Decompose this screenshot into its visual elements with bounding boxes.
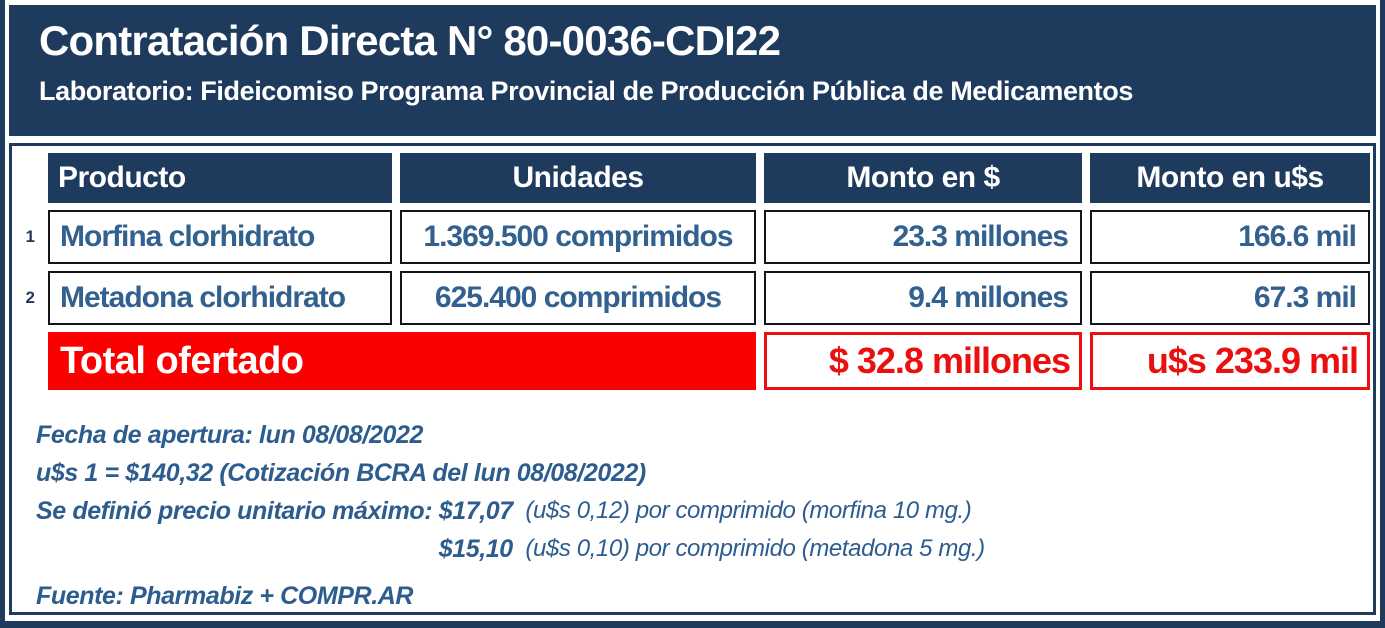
total-label: Total ofertado (48, 332, 756, 390)
content-box (9, 143, 1376, 615)
note-opening-date: Fecha de apertura: lun 08/08/2022 (36, 421, 423, 449)
note-max-price-spacer (36, 530, 513, 568)
max-price-metadona-value: $15,10 (438, 535, 513, 563)
column-header-producto: Producto (48, 153, 392, 203)
column-header-unidades: Unidades (400, 153, 756, 203)
cell-amount-ars: 23.3 millones (764, 210, 1082, 264)
header-gutter (18, 153, 40, 203)
cell-units: 1.369.500 comprimidos (400, 210, 756, 264)
cell-amount-usd: 166.6 mil (1090, 210, 1370, 264)
note-max-price-metadona (36, 530, 1363, 568)
total-amount-usd: u$s 233.9 mil (1090, 332, 1370, 390)
page-subtitle: Laboratorio: Fideicomiso Programa Provincial de Producción Pública de Medicamentos (39, 76, 1133, 107)
note-exchange-rate: u$s 1 = $140,32 (Cotización BCRA del lun 08/08/2022) (36, 459, 646, 487)
max-price-morfina-detail: (u$s 0,12) por comprimido (morfina 10 mg.) (512, 497, 972, 524)
header-band (9, 5, 1376, 136)
column-header-monto-ars: Monto en $ (764, 153, 1082, 203)
notes-section (18, 416, 1363, 615)
row-number: 2 (25, 288, 35, 307)
offers-table (18, 153, 1363, 390)
max-price-metadona-detail: (u$s 0,10) por comprimido (metadona 5 mg.) (512, 535, 985, 562)
note-max-price-lead: Se definió precio unitario máximo: $17,07 (36, 497, 513, 525)
source-line: Fuente: Pharmabiz + COMPR.AR (36, 582, 414, 610)
total-amount-ars: $ 32.8 millones (764, 332, 1082, 390)
page-title: Contratación Directa N° 80-0036-CDI22 (39, 17, 781, 64)
cell-units: 625.400 comprimidos (400, 271, 756, 325)
note-max-price-morfina (36, 492, 1363, 530)
row-number: 1 (25, 227, 35, 246)
cell-product: Metadona clorhidrato (48, 271, 392, 325)
total-gutter (18, 332, 40, 390)
cell-product: Morfina clorhidrato (48, 210, 392, 264)
column-header-monto-usd: Monto en u$s (1090, 153, 1370, 203)
cell-amount-ars: 9.4 millones (764, 271, 1082, 325)
max-price-morfina-value: $17,07 (438, 497, 513, 525)
cell-amount-usd: 67.3 mil (1090, 271, 1370, 325)
